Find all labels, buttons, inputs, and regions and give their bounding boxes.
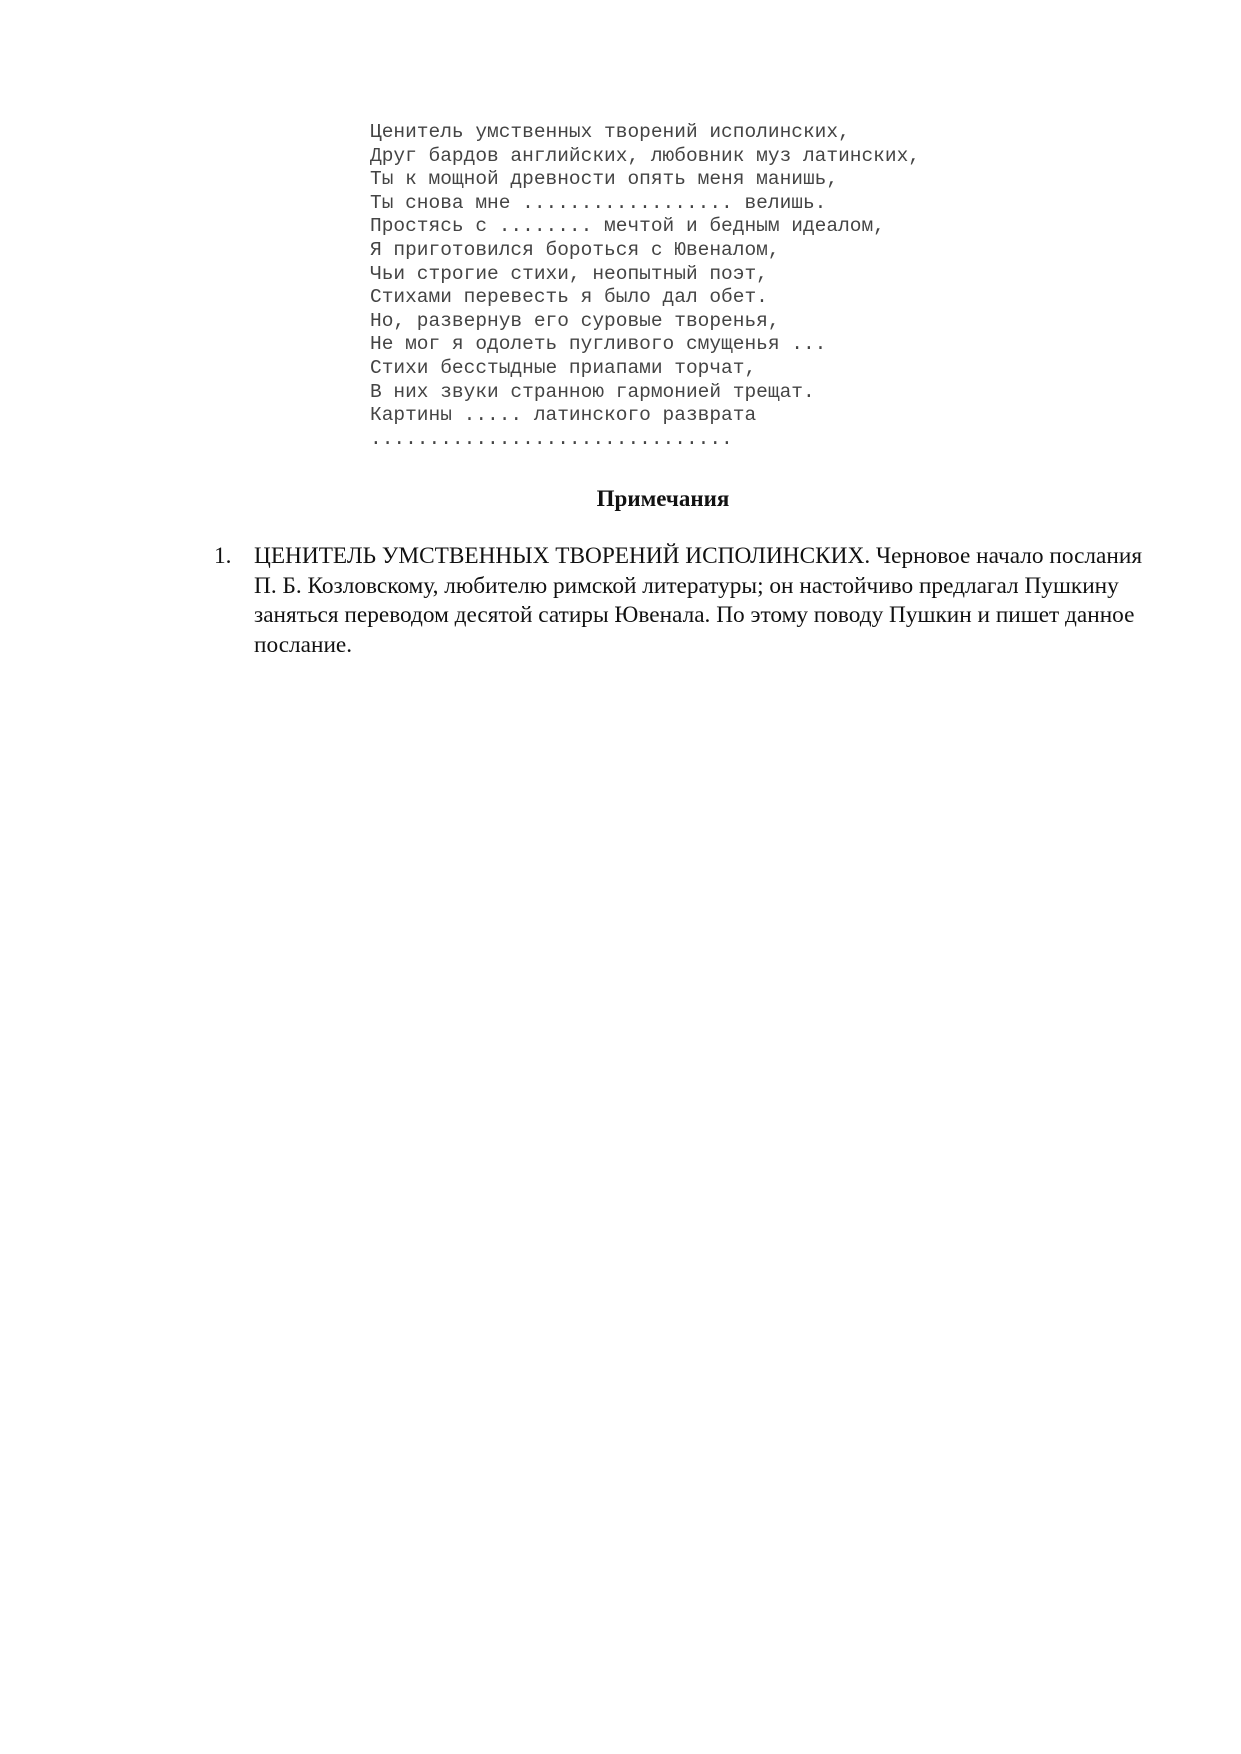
poem-line: ...............................: [370, 427, 733, 450]
poem-line: Простясь с ........ мечтой и бедным идеалом,: [370, 215, 885, 238]
poem-line: Ценитель умственных творений исполинских,: [370, 121, 850, 143]
note-item: [214, 542, 1164, 660]
poem-line: Ты к мощной древности опять меня манишь,: [370, 168, 839, 191]
poem-line: Я приготовился бороться с Ювеналом,: [370, 238, 780, 261]
poem-line: Стихи бесстыдные приапами торчат,: [370, 356, 757, 379]
poem-line: Друг бардов английских, любовник муз латинских,: [370, 144, 920, 167]
poem-line: Не мог я одолеть пугливого смущенья ...: [370, 333, 827, 356]
poem-line: Чьи строгие стихи, неопытный поэт,: [370, 262, 768, 285]
notes-list: [214, 542, 1164, 660]
poem-line: Стихами перевесть я было дал обет.: [370, 286, 768, 309]
poem-line: Ты снова мне .................. велишь.: [370, 191, 827, 214]
poem-line: Но, развернув его суровые творенья,: [370, 309, 780, 332]
poem-line: Картины ..... латинского разврата: [370, 404, 757, 427]
poem-line: В них звуки странною гармонией трещат.: [370, 380, 815, 403]
note-number: 1.: [214, 543, 232, 569]
note-text: ЦЕНИТЕЛЬ УМСТВЕННЫХ ТВОРЕНИЙ ИСПОЛИНСКИХ. Черновое начало послания П. Б. Козловскому, любителю римской литературы; он настойчиво предлагал Пушкину заняться переводом десятой сатиры Ювенала. По этому поводу Пушкин и пишет данное послание.: [254, 543, 1143, 658]
poem-block: [370, 121, 920, 451]
notes-heading: Примечания: [596, 486, 730, 511]
